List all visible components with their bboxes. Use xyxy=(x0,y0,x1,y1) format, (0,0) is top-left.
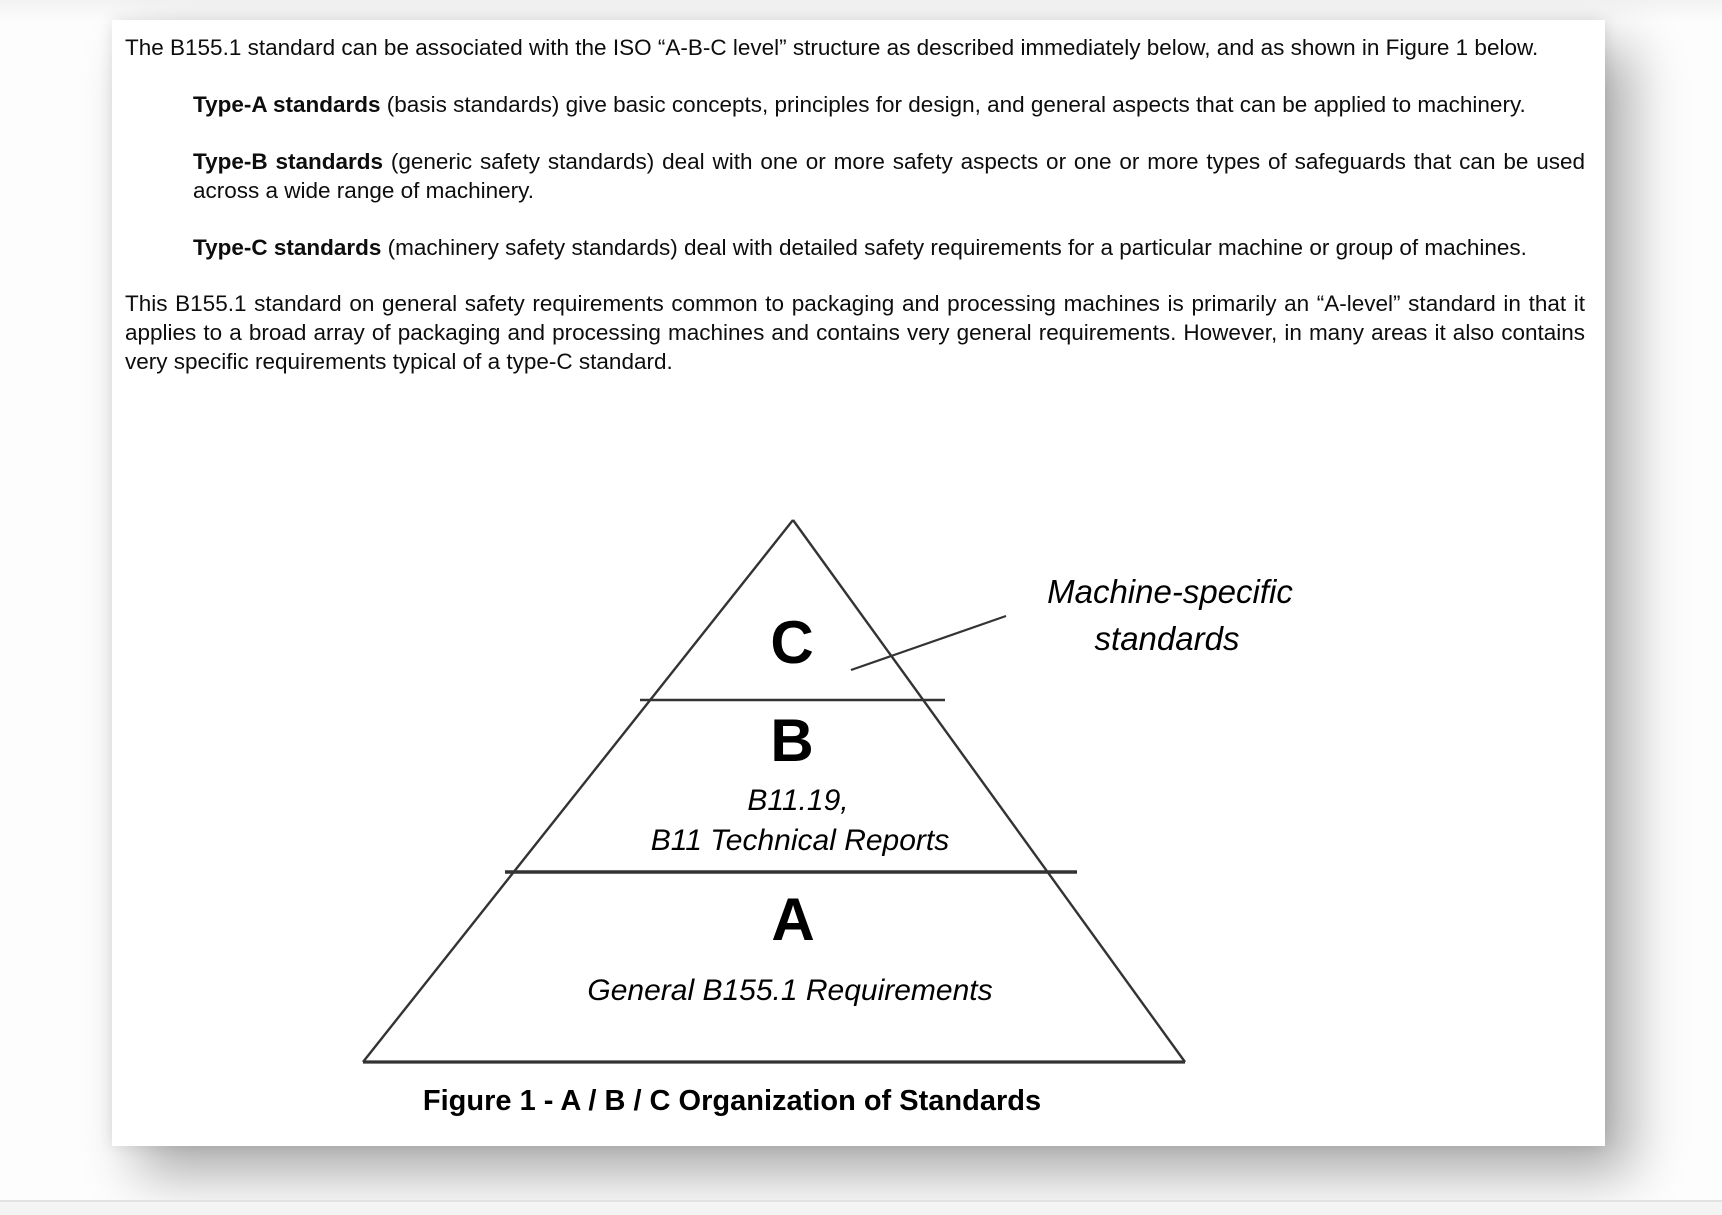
level-b-sub-line1: B11.19, xyxy=(747,784,849,817)
level-a-label: A xyxy=(771,886,815,953)
closing-paragraph: This B155.1 standard on general safety requirements common to packaging and processing machines is primarily an “A-level” standard in that it applies to a broad array of packaging and processing machines and contains very general requirements. However, in many areas it also contains very specific requirements typical of a type-C standard. xyxy=(125,291,1585,374)
type-a-paragraph xyxy=(193,90,1585,119)
document-page xyxy=(112,20,1605,1146)
type-b-body: (generic safety standards) deal with one or more safety aspects or one or more types of safeguards that can be used across a wide range of machinery. xyxy=(193,149,1586,203)
callout-line2: standards xyxy=(1094,620,1240,657)
type-b-lead: Type-B standards xyxy=(193,149,383,174)
level-b-label: B xyxy=(770,707,814,774)
type-a-body: (basis standards) give basic concepts, principles for design, and general aspects that can be applied to machinery. xyxy=(380,92,1526,117)
intro-paragraph: The B155.1 standard can be associated with the ISO “A-B-C level” structure as described immediately below, and as shown in Figure 1 below. xyxy=(125,35,1539,60)
type-c-lead: Type-C standards xyxy=(193,235,382,260)
type-c-body: (machinery safety standards) deal with detailed safety requirements for a particular machine or group of machines. xyxy=(381,235,1527,260)
level-b-sub-line2: B11 Technical Reports xyxy=(650,824,950,857)
type-b-paragraph xyxy=(193,147,1585,205)
figure-caption: Figure 1 - A / B / C Organization of Standards xyxy=(422,1085,1042,1117)
figure-1-pyramid xyxy=(112,460,1605,1146)
bottom-separator xyxy=(0,1200,1722,1215)
level-c-label: C xyxy=(770,609,814,676)
callout-line1: Machine-specific xyxy=(1047,573,1293,610)
level-a-sub: General B155.1 Requirements xyxy=(587,974,993,1007)
type-a-lead: Type-A standards xyxy=(193,92,381,117)
type-c-paragraph xyxy=(193,233,1585,262)
callout-leader-line xyxy=(851,616,1006,670)
